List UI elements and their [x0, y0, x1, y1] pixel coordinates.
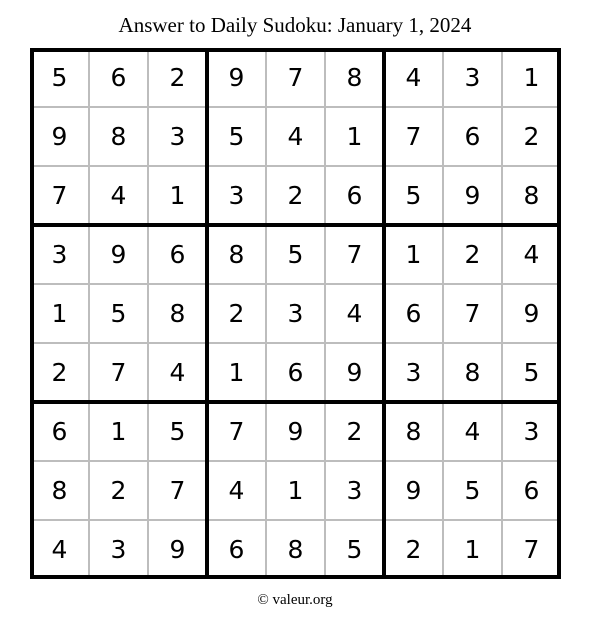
sudoku-cell-r6c6: 9	[346, 358, 363, 387]
sudoku-cell-r5c4: 2	[228, 299, 245, 328]
box-border-horizontal-9	[30, 575, 561, 579]
copyright-footer: © valeur.org	[257, 592, 333, 608]
sudoku-cell-r7c7: 8	[405, 417, 422, 446]
box-border-horizontal-0	[30, 48, 561, 52]
sudoku-cell-r1c6: 8	[346, 63, 363, 92]
cell-divider-vertical-1	[88, 48, 90, 579]
cell-divider-vertical-7	[442, 48, 444, 579]
sudoku-cell-r9c5: 8	[287, 535, 304, 564]
sudoku-cell-r2c1: 9	[51, 122, 68, 151]
sudoku-cell-r8c5: 1	[287, 476, 304, 505]
sudoku-cell-r7c5: 9	[287, 417, 304, 446]
sudoku-cell-r3c5: 2	[287, 181, 304, 210]
sudoku-cell-r9c8: 1	[464, 535, 481, 564]
sudoku-cell-r3c1: 7	[51, 181, 68, 210]
sudoku-cell-r5c1: 1	[51, 299, 68, 328]
cell-divider-horizontal-1	[30, 106, 561, 108]
cell-divider-vertical-2	[147, 48, 149, 579]
box-border-vertical-9	[557, 48, 561, 579]
sudoku-cell-r4c2: 9	[110, 240, 127, 269]
sudoku-cell-r4c5: 5	[287, 240, 304, 269]
sudoku-cell-r1c2: 6	[110, 63, 127, 92]
sudoku-cell-r9c2: 3	[110, 535, 127, 564]
sudoku-cell-r3c7: 5	[405, 181, 422, 210]
sudoku-cell-r6c2: 7	[110, 358, 127, 387]
sudoku-cell-r4c8: 2	[464, 240, 481, 269]
sudoku-cell-r8c1: 8	[51, 476, 68, 505]
sudoku-cell-r7c2: 1	[110, 417, 127, 446]
box-border-horizontal-6	[30, 400, 561, 404]
page-title: Answer to Daily Sudoku: January 1, 2024	[118, 13, 472, 37]
sudoku-cell-r4c9: 4	[523, 240, 540, 269]
sudoku-cell-r6c1: 2	[51, 358, 68, 387]
sudoku-cell-r8c9: 6	[523, 476, 540, 505]
sudoku-cell-r6c8: 8	[464, 358, 481, 387]
cell-divider-horizontal-7	[30, 460, 561, 462]
sudoku-cell-r5c6: 4	[346, 299, 363, 328]
sudoku-cell-r4c1: 3	[51, 240, 68, 269]
box-border-horizontal-3	[30, 223, 561, 227]
sudoku-cell-r9c9: 7	[523, 535, 540, 564]
sudoku-cell-r1c7: 4	[405, 63, 422, 92]
sudoku-cell-r2c2: 8	[110, 122, 127, 151]
sudoku-cell-r8c4: 4	[228, 476, 245, 505]
sudoku-cell-r7c9: 3	[523, 417, 540, 446]
sudoku-cell-r8c2: 2	[110, 476, 127, 505]
sudoku-cell-r9c4: 6	[228, 535, 245, 564]
sudoku-cell-r7c3: 5	[169, 417, 186, 446]
sudoku-cell-r2c5: 4	[287, 122, 304, 151]
sudoku-cell-r5c7: 6	[405, 299, 422, 328]
sudoku-cell-r2c4: 5	[228, 122, 245, 151]
sudoku-cell-r4c7: 1	[405, 240, 422, 269]
sudoku-cell-r3c3: 1	[169, 181, 186, 210]
sudoku-cell-r2c8: 6	[464, 122, 481, 151]
sudoku-cell-r3c6: 6	[346, 181, 363, 210]
sudoku-cell-r6c5: 6	[287, 358, 304, 387]
sudoku-cell-r5c8: 7	[464, 299, 481, 328]
sudoku-cell-r9c3: 9	[169, 535, 186, 564]
sudoku-cell-r4c4: 8	[228, 240, 245, 269]
sudoku-cell-r6c9: 5	[523, 358, 540, 387]
sudoku-cell-r9c1: 4	[51, 535, 68, 564]
cell-divider-horizontal-4	[30, 283, 561, 285]
sudoku-cell-r3c4: 3	[228, 181, 245, 210]
sudoku-cell-r6c3: 4	[169, 358, 186, 387]
cell-divider-vertical-4	[265, 48, 267, 579]
sudoku-cell-r7c1: 6	[51, 417, 68, 446]
sudoku-cell-r3c8: 9	[464, 181, 481, 210]
box-border-vertical-0	[30, 48, 34, 579]
sudoku-cell-r8c8: 5	[464, 476, 481, 505]
sudoku-cell-r8c6: 3	[346, 476, 363, 505]
sudoku-cell-r2c9: 2	[523, 122, 540, 151]
sudoku-cell-r7c4: 7	[228, 417, 245, 446]
sudoku-cell-r6c4: 1	[228, 358, 245, 387]
sudoku-cell-r1c8: 3	[464, 63, 481, 92]
sudoku-cell-r1c1: 5	[51, 63, 68, 92]
cell-divider-horizontal-8	[30, 519, 561, 521]
sudoku-cell-r5c5: 3	[287, 299, 304, 328]
cell-divider-vertical-5	[324, 48, 326, 579]
sudoku-cell-r1c5: 7	[287, 63, 304, 92]
sudoku-cell-r9c6: 5	[346, 535, 363, 564]
sudoku-board	[30, 48, 561, 579]
sudoku-cell-r1c4: 9	[228, 63, 245, 92]
box-border-vertical-6	[382, 48, 386, 579]
sudoku-cell-r3c9: 8	[523, 181, 540, 210]
sudoku-cell-r7c6: 2	[346, 417, 363, 446]
sudoku-cell-r2c7: 7	[405, 122, 422, 151]
sudoku-cell-r9c7: 2	[405, 535, 422, 564]
sudoku-cell-r7c8: 4	[464, 417, 481, 446]
sudoku-cell-r2c3: 3	[169, 122, 186, 151]
sudoku-cell-r8c3: 7	[169, 476, 186, 505]
cell-divider-horizontal-2	[30, 165, 561, 167]
sudoku-cell-r2c6: 1	[346, 122, 363, 151]
sudoku-cell-r6c7: 3	[405, 358, 422, 387]
sudoku-cell-r4c3: 6	[169, 240, 186, 269]
cell-divider-horizontal-5	[30, 342, 561, 344]
sudoku-cell-r5c9: 9	[523, 299, 540, 328]
sudoku-cell-r8c7: 9	[405, 476, 422, 505]
sudoku-cell-r4c6: 7	[346, 240, 363, 269]
sudoku-cell-r5c2: 5	[110, 299, 127, 328]
sudoku-cell-r1c9: 1	[523, 63, 540, 92]
sudoku-cell-r5c3: 8	[169, 299, 186, 328]
box-border-vertical-3	[205, 48, 209, 579]
sudoku-cell-r3c2: 4	[110, 181, 127, 210]
sudoku-cell-r1c3: 2	[169, 63, 186, 92]
cell-divider-vertical-8	[501, 48, 503, 579]
